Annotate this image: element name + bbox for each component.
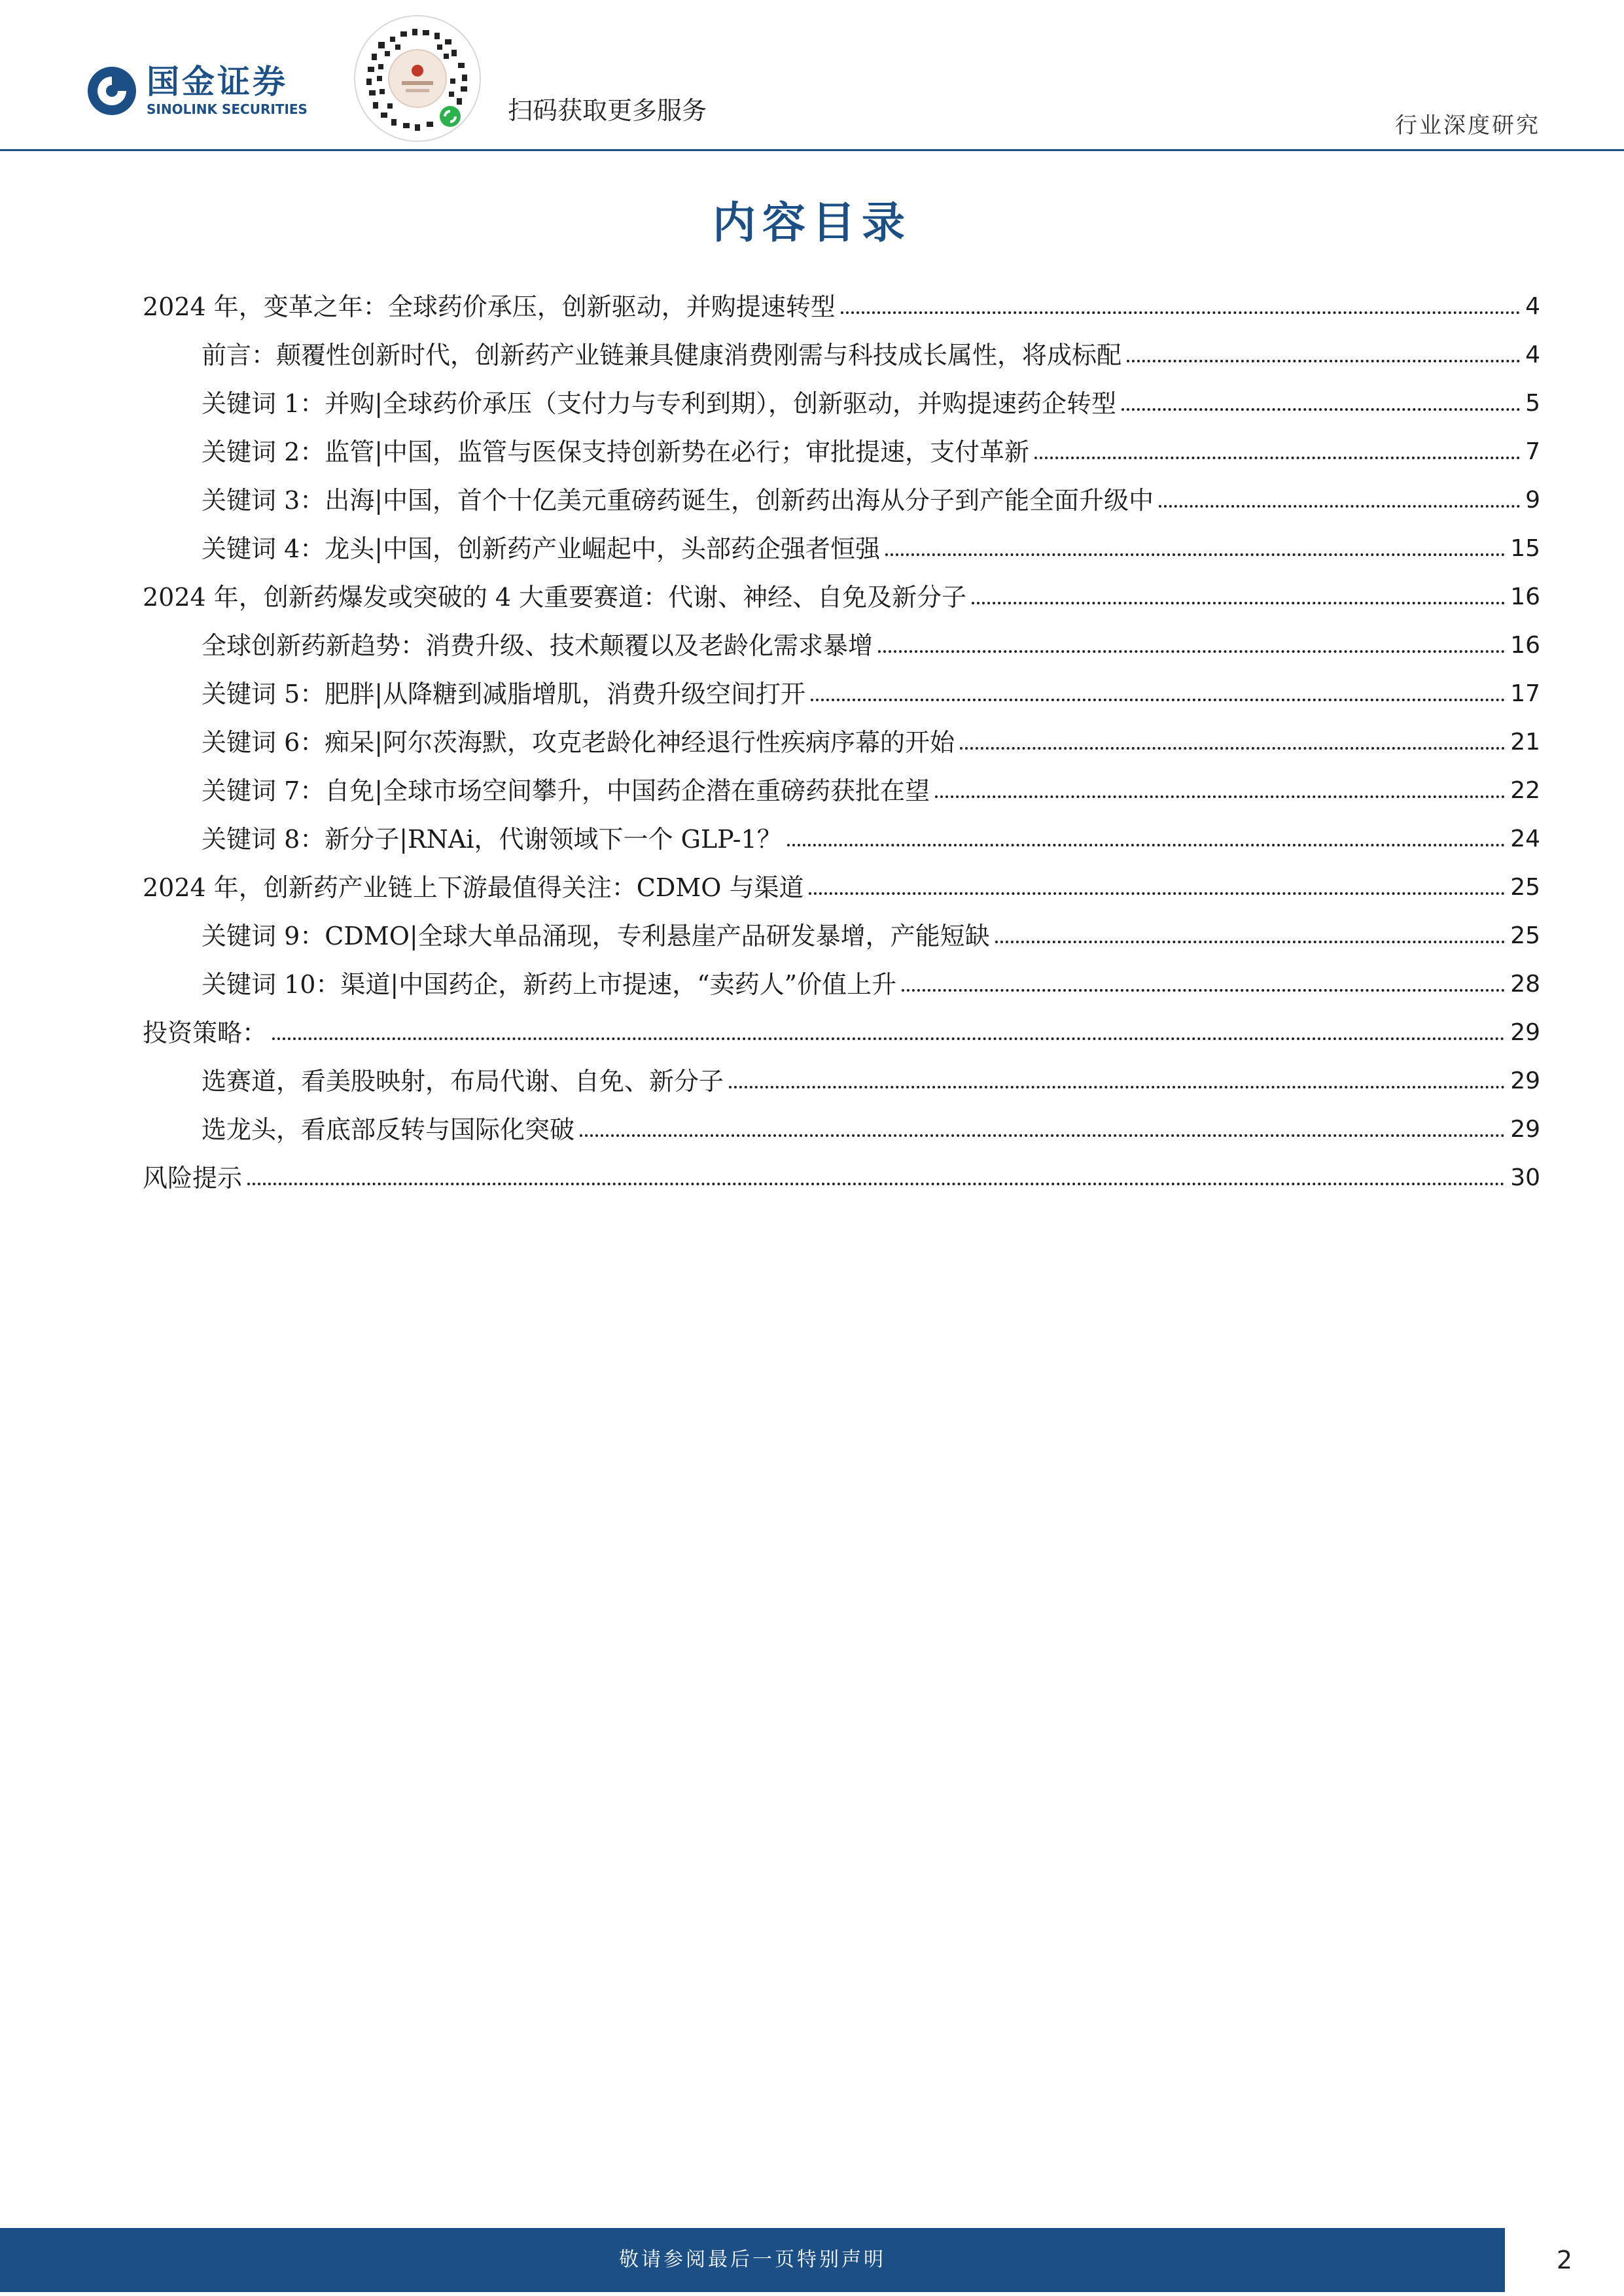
toc-entry-page: 22 <box>1510 777 1540 804</box>
toc-entry-label: 全球创新药新趋势：消费升级、技术颠覆以及老龄化需求暴增 <box>202 631 874 660</box>
toc-subsection-entry[interactable] <box>143 323 1540 372</box>
toc-entry-label: 关键词 10：渠道|中国药企，新药上市提速，“卖药人”价值上升 <box>202 970 897 999</box>
report-type-label: 行业深度研究 <box>1395 113 1540 139</box>
toc-entry-label: 关键词 7：自免|全球市场空间攀升，中国药企潜在重磅药获批在望 <box>202 776 930 805</box>
toc-dot-leader <box>960 747 1505 750</box>
qr-code-icon[interactable] <box>352 13 483 144</box>
toc-section-entry[interactable] <box>143 856 1540 904</box>
toc-section-entry[interactable] <box>143 565 1540 614</box>
page-header <box>0 0 1624 152</box>
toc-dot-leader <box>811 699 1505 701</box>
toc-subsection-entry[interactable] <box>143 710 1540 759</box>
page-footer <box>0 2228 1505 2292</box>
toc-entry-label: 投资策略： <box>143 1018 268 1047</box>
toc-subsection-entry[interactable] <box>143 807 1540 856</box>
toc-dot-leader <box>935 795 1505 798</box>
header-divider <box>0 149 1624 151</box>
toc-entry-page: 9 <box>1525 487 1540 513</box>
toc-entry-page: 17 <box>1510 680 1540 707</box>
toc-subsection-entry[interactable] <box>143 372 1540 420</box>
toc-entry-label: 关键词 8：新分子|RNAi，代谢领域下一个 GLP-1？ <box>202 825 782 854</box>
toc-entry-label: 关键词 1：并购|全球药价承压（支付力与专利到期），创新驱动，并购提速药企转型 <box>202 389 1117 418</box>
toc-dot-leader <box>902 989 1505 992</box>
logo-chinese-name: 国金证券 <box>147 63 288 101</box>
toc-entry-page: 4 <box>1525 293 1540 320</box>
toc-entry-page: 5 <box>1525 390 1540 417</box>
toc-subsection-entry[interactable] <box>143 1049 1540 1098</box>
toc-entry-page: 29 <box>1510 1068 1540 1094</box>
toc-entry-label: 2024 年，变革之年：全球药价承压，创新驱动，并购提速转型 <box>143 292 836 321</box>
toc-entry-page: 24 <box>1510 826 1540 852</box>
toc-subsection-entry[interactable] <box>143 759 1540 807</box>
toc-entry-label: 关键词 5：肥胖|从降糖到减脂增肌，消费升级空间打开 <box>202 680 806 708</box>
toc-entry-label: 关键词 3：出海|中国，首个十亿美元重磅药诞生，创新药出海从分子到产能全面升级中 <box>202 486 1154 515</box>
toc-section-entry[interactable] <box>143 275 1540 323</box>
logo-english-name: SINOLINK SECURITIES <box>147 101 308 117</box>
toc-entry-page: 16 <box>1510 583 1540 610</box>
toc-entry-page: 30 <box>1510 1164 1540 1191</box>
toc-title: 内容目录 <box>713 197 911 248</box>
toc-subsection-entry[interactable] <box>143 517 1540 565</box>
toc-subsection-entry[interactable] <box>143 614 1540 662</box>
toc-entry-label: 选龙头，看底部反转与国际化突破 <box>202 1115 575 1144</box>
toc-entry-page: 25 <box>1510 874 1540 901</box>
toc-entry-label: 选赛道，看美股映射，布局代谢、自免、新分子 <box>202 1067 724 1096</box>
company-logo <box>86 63 322 122</box>
toc-dot-leader <box>1034 457 1520 459</box>
toc-dot-leader <box>580 1134 1505 1137</box>
toc-dot-leader <box>272 1037 1505 1040</box>
page-number: 2 <box>1556 2246 1573 2274</box>
toc-dot-leader <box>878 650 1505 653</box>
toc-entry-label: 关键词 6：痴呆|阿尔茨海默，攻克老龄化神经退行性疾病序幕的开始 <box>202 728 955 757</box>
toc-subsection-entry[interactable] <box>143 952 1540 1001</box>
toc-entry-label: 关键词 2：监管|中国，监管与医保支持创新势在必行；审批提速，支付革新 <box>202 438 1030 466</box>
toc-dot-leader <box>787 844 1505 846</box>
toc-entry-label: 2024 年，创新药爆发或突破的 4 大重要赛道：代谢、神经、自免及新分子 <box>143 583 967 612</box>
toc-dot-leader <box>972 602 1505 604</box>
toc-dot-leader <box>1159 505 1520 508</box>
toc-subsection-entry[interactable] <box>143 1098 1540 1146</box>
toc-entry-label: 关键词 4：龙头|中国，创新药产业崛起中，头部药企强者恒强 <box>202 534 881 563</box>
toc-subsection-entry[interactable] <box>143 662 1540 710</box>
toc-subsection-entry[interactable] <box>143 468 1540 517</box>
toc-entry-page: 15 <box>1510 535 1540 562</box>
table-of-contents <box>143 275 1540 1194</box>
toc-dot-leader <box>729 1086 1505 1088</box>
toc-entry-label: 前言：颠覆性创新时代，创新药产业链兼具健康消费刚需与科技成长属性，将成标配 <box>202 341 1122 370</box>
toc-section-entry[interactable] <box>143 1146 1540 1194</box>
toc-dot-leader <box>247 1183 1505 1185</box>
toc-dot-leader <box>1127 360 1520 362</box>
toc-subsection-entry[interactable] <box>143 904 1540 952</box>
toc-entry-page: 7 <box>1525 438 1540 465</box>
toc-dot-leader <box>995 941 1506 943</box>
sinolink-logo-icon <box>86 65 137 116</box>
toc-entry-page: 4 <box>1525 341 1540 368</box>
toc-dot-leader <box>809 892 1505 895</box>
toc-entry-label: 风险提示 <box>143 1164 243 1192</box>
toc-entry-label: 关键词 9：CDMO|全球大单品涌现，专利悬崖产品研发暴增，产能短缺 <box>202 922 990 950</box>
toc-dot-leader <box>1121 408 1520 411</box>
toc-dot-leader <box>885 553 1505 556</box>
toc-entry-page: 21 <box>1510 729 1540 756</box>
scan-for-services-text: 扫码获取更多服务 <box>508 96 707 125</box>
toc-entry-page: 29 <box>1510 1116 1540 1143</box>
toc-dot-leader <box>841 311 1520 314</box>
toc-subsection-entry[interactable] <box>143 420 1540 468</box>
toc-entry-label: 2024 年，创新药产业链上下游最值得关注：CDMO 与渠道 <box>143 873 804 902</box>
footer-disclaimer: 敬请参阅最后一页特别声明 <box>619 2248 886 2271</box>
toc-section-entry[interactable] <box>143 1001 1540 1049</box>
toc-entry-page: 28 <box>1510 971 1540 998</box>
toc-entry-page: 29 <box>1510 1019 1540 1046</box>
toc-entry-page: 25 <box>1510 922 1540 949</box>
toc-entry-page: 16 <box>1510 632 1540 659</box>
